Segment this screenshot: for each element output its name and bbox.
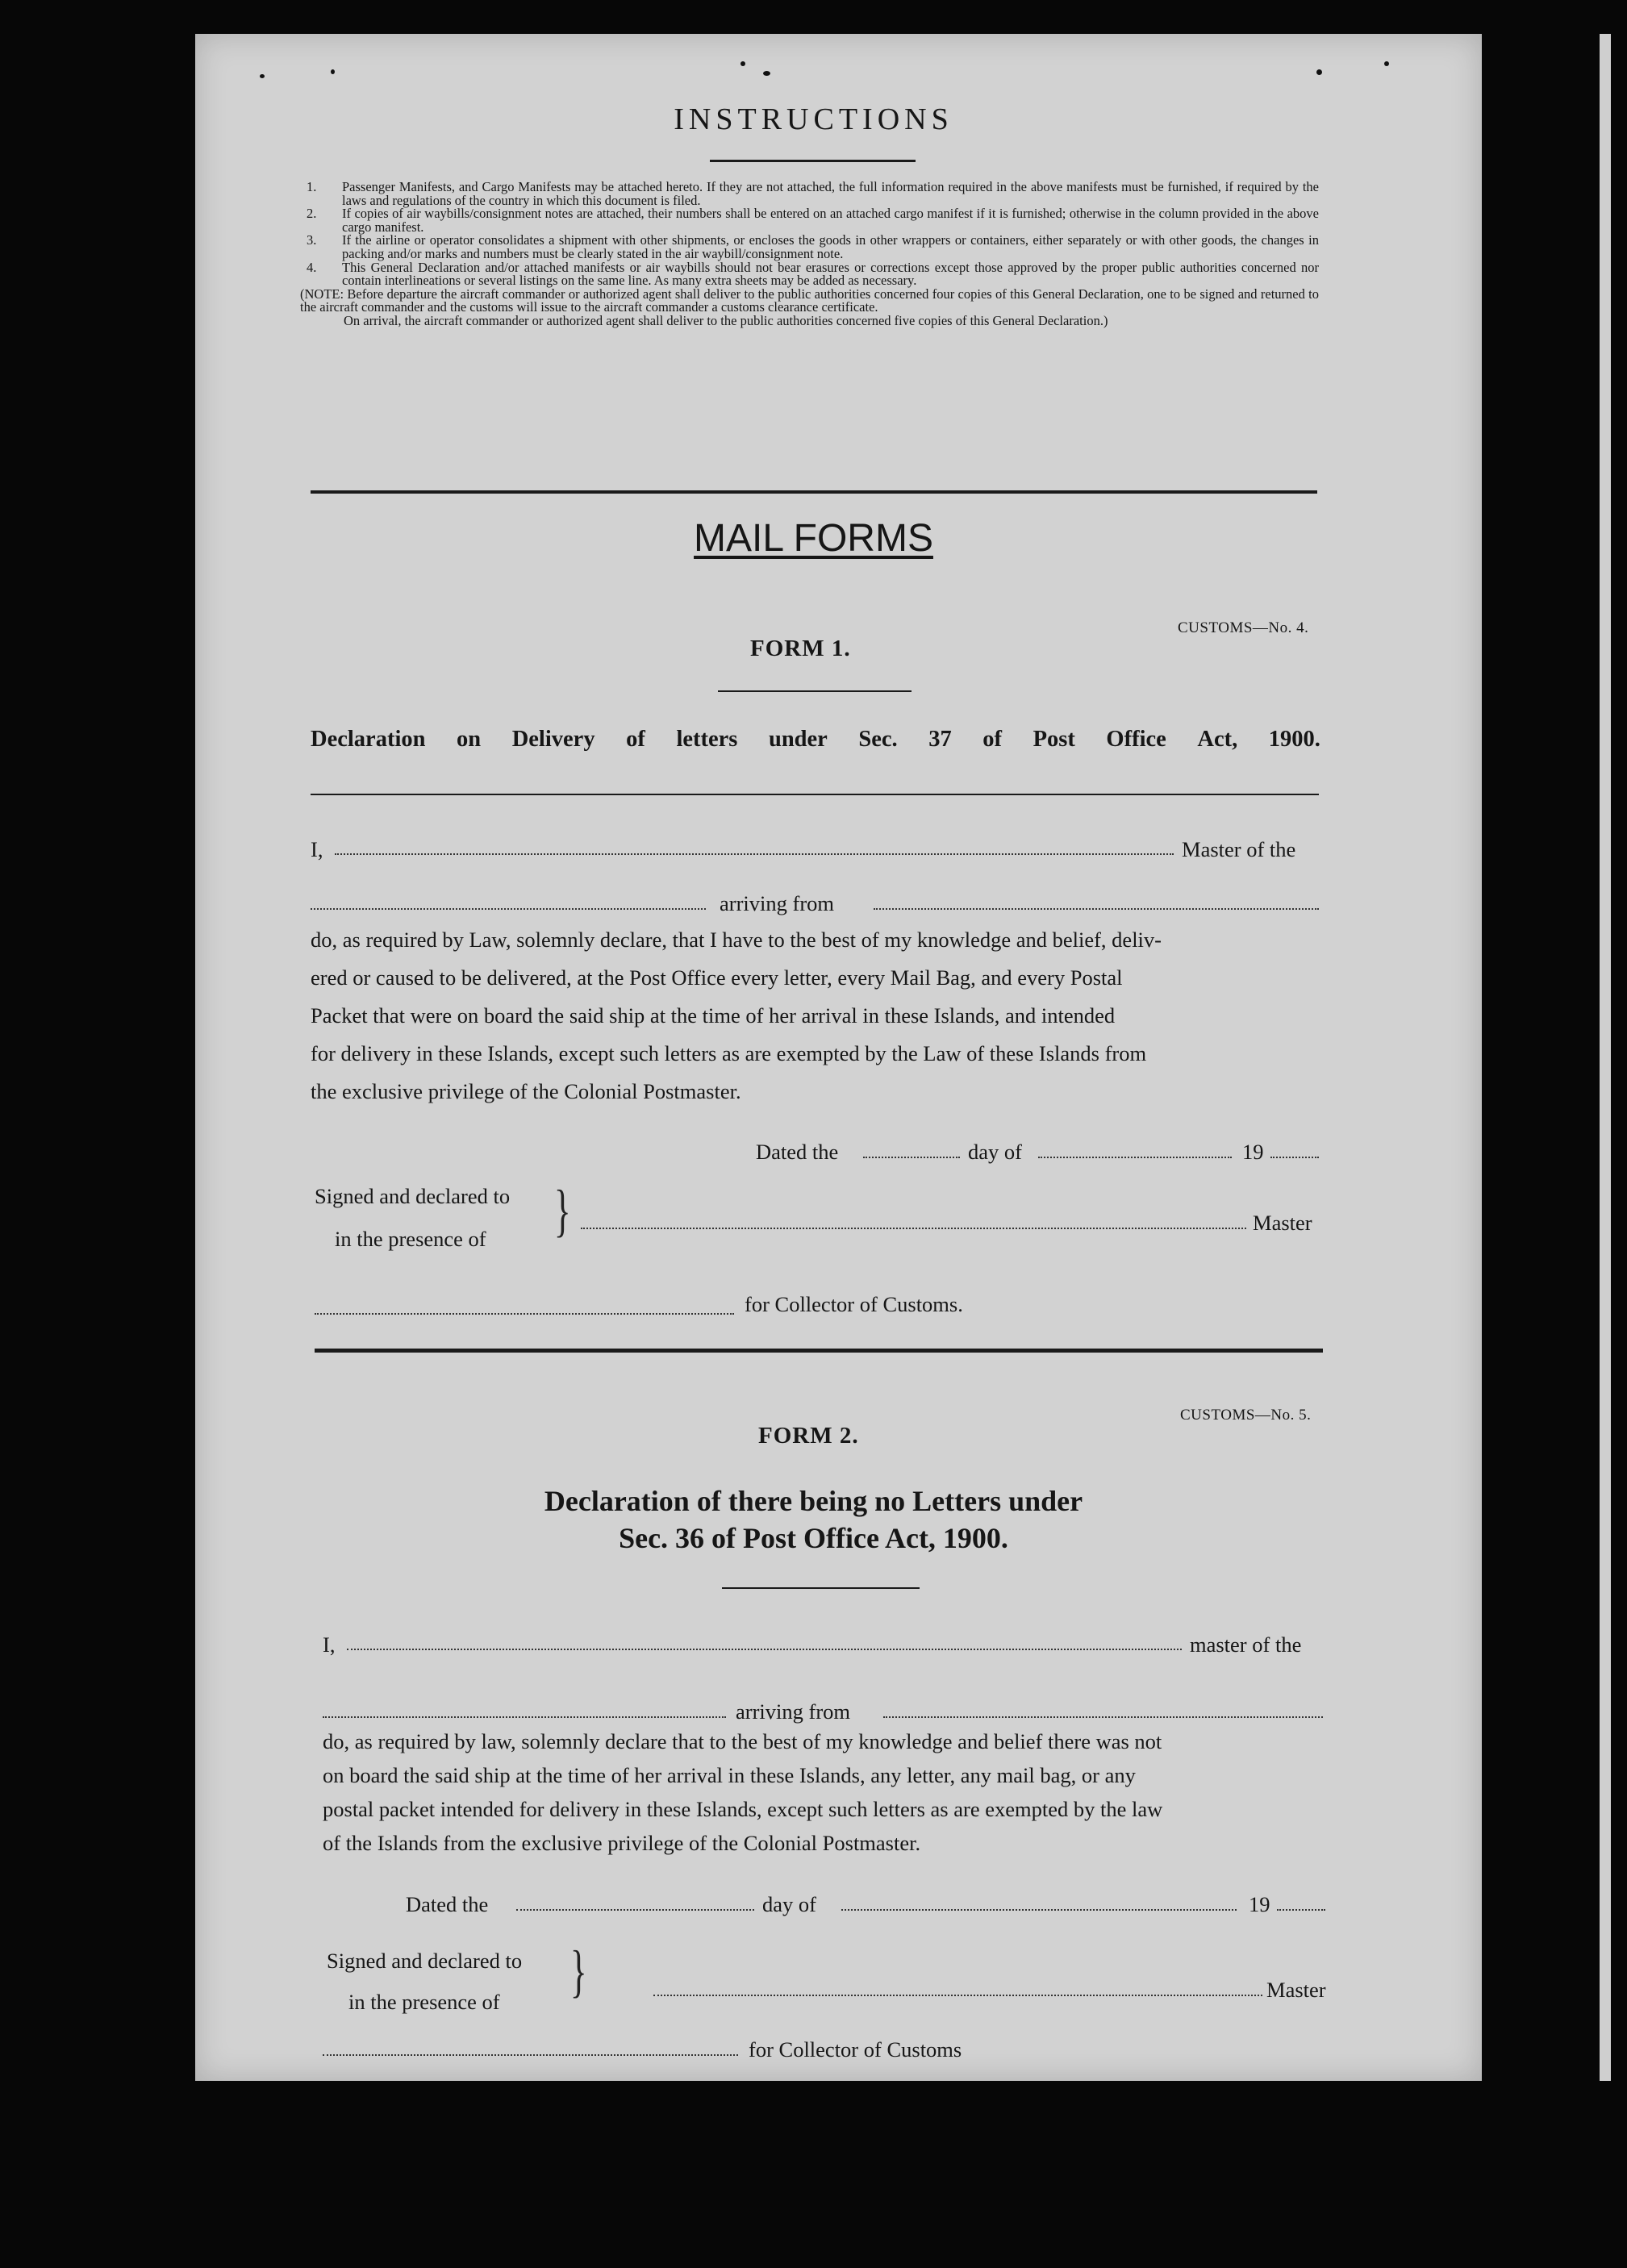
section-divider [311, 490, 1317, 494]
scan-speck [740, 61, 745, 66]
form1-for-collector: for Collector of Customs. [745, 1292, 963, 1316]
title-word: Act, [1197, 727, 1238, 752]
form2-name-field[interactable] [347, 1649, 1182, 1650]
form1-master-signature-field[interactable] [581, 1228, 1246, 1229]
instruction-number: 3. [307, 232, 317, 248]
form1-day-field[interactable] [863, 1157, 960, 1158]
form2-dated-the: Dated the [406, 1892, 489, 1916]
form2-for-collector: for Collector of Customs [749, 2037, 962, 2062]
form2-origin-field[interactable] [883, 1716, 1323, 1718]
form2-month-field[interactable] [841, 1909, 1237, 1911]
scan-speck [1316, 69, 1322, 75]
instruction-note: (NOTE: Before departure the aircraft commander or authorized agent shall deliver to the public authorities concerned four copies of this General Declaration, one to be signed and returned to the aircraft commander and the customs will issue to the aircraft commander a customs clearance certificate. [300, 286, 1319, 315]
form1-declaration-title [311, 727, 1320, 753]
instruction-item [307, 234, 1319, 261]
form2-body-line: postal packet intended for delivery in these Islands, except such letters as are exempted by the law [323, 1797, 1163, 1821]
brace-icon: } [553, 1178, 571, 1243]
form1-title-rule [311, 794, 1319, 795]
instruction-text: This General Declaration and/or attached manifests or air waybills should not bear erasures or corrections except those approved by the proper public authorities concerned nor contain interlineations or several listings on the same line. As many extra sheets may be added as necessary. [342, 259, 1319, 289]
instructions-title: INSTRUCTIONS [674, 102, 953, 136]
form2-body-line: of the Islands from the exclusive privilege of the Colonial Postmaster. [323, 1831, 921, 1855]
form2-title [0, 1482, 1627, 1557]
form1-customs-ref: CUSTOMS—No. 4. [1178, 619, 1309, 636]
form1-arriving-from: arriving from [720, 891, 835, 915]
form2-title-line: Declaration of there being no Letters under [544, 1485, 1083, 1517]
instruction-note-arrival: On arrival, the aircraft commander or authorized agent shall deliver to the public authorities concerned five copies of this General Declaration.) [344, 312, 1108, 328]
form2-title-rule [722, 1587, 920, 1589]
instruction-text: If the airline or operator consolidates a shipment with other shipments, or encloses the goods in other wrappers or containers, either separately or with other goods, the changes in packing and/or marks and numbers must be clearly stated in the air waybill/consignment note. [342, 232, 1319, 261]
instruction-number: 2. [307, 206, 317, 222]
form2-master-signature-field[interactable] [653, 1995, 1262, 1996]
form2-master-of-the: master of the [1190, 1632, 1302, 1657]
form1-master-of-the: Master of the [1182, 837, 1296, 861]
form1-year-prefix: 19 [1242, 1140, 1264, 1164]
form2-year-field[interactable] [1277, 1909, 1325, 1911]
section-divider [315, 1349, 1323, 1353]
scan-speck [763, 71, 770, 76]
form1-name-field[interactable] [335, 853, 1174, 855]
form1-body-line: for delivery in these Islands, except such letters as are exempted by the Law of these Islands from [311, 1041, 1147, 1065]
title-word: 1900. [1268, 727, 1320, 752]
title-word: Declaration [311, 727, 426, 752]
form1-label-rule [718, 690, 912, 692]
instruction-number: 1. [307, 179, 317, 194]
form1-dated-the: Dated the [756, 1140, 839, 1164]
instruction-number: 4. [307, 259, 317, 275]
brace-icon: } [569, 1939, 587, 2003]
form2-customs-ref: CUSTOMS—No. 5. [1180, 1407, 1312, 1424]
form2-signed-line1: Signed and declared to [327, 1949, 523, 1973]
form2-body-line: on board the said ship at the time of her arrival in these Islands, any letter, any mail bag, or any [323, 1763, 1136, 1787]
form1-body-line: do, as required by Law, solemnly declare, that I have to the best of my knowledge and belief, deliv- [311, 928, 1162, 952]
title-underline [710, 160, 916, 162]
form2-collector-signature-field[interactable] [323, 2054, 738, 2056]
title-word: of [982, 727, 1003, 752]
instruction-text: Passenger Manifests, and Cargo Manifests may be attached hereto. If they are not attached, the full information required in the above manifests must be furnished, if required by the laws and regulations of the country in which this document is filed. [342, 179, 1319, 208]
form2-arriving-from: arriving from [736, 1699, 851, 1724]
title-word: 37 [928, 727, 952, 752]
title-word: Office [1106, 727, 1166, 752]
scan-speck [1384, 61, 1389, 66]
form2-day-of: day of [762, 1892, 816, 1916]
scan-speck [331, 69, 335, 74]
form1-ship-field[interactable] [311, 908, 706, 910]
title-word: Post [1033, 727, 1075, 752]
form2-body [323, 1724, 1335, 1860]
form2-title-line: Sec. 36 of Post Office Act, 1900. [619, 1522, 1008, 1554]
form1-year-field[interactable] [1270, 1157, 1319, 1158]
title-word: Delivery [511, 727, 595, 752]
form2-body-line: do, as required by law, solemnly declare that to the best of my knowledge and belief there was not [323, 1729, 1162, 1753]
instruction-item [307, 207, 1319, 234]
form1-day-of: day of [968, 1140, 1022, 1164]
form1-body-line: ered or caused to be delivered, at the Post Office every letter, every Mail Bag, and every Postal [311, 965, 1123, 990]
form1-signed-line2: in the presence of [335, 1227, 486, 1251]
form1-month-field[interactable] [1038, 1157, 1232, 1158]
adjacent-page-edge [1600, 34, 1611, 2081]
instructions-list [300, 179, 1319, 328]
mail-forms-heading: MAIL FORMS [694, 517, 933, 560]
title-word: under [768, 727, 828, 752]
form1-label: FORM 1. [750, 636, 851, 661]
form1-signed-line1: Signed and declared to [315, 1184, 511, 1208]
form2-day-field[interactable] [516, 1909, 754, 1911]
title-word: Sec. [858, 727, 898, 752]
form1-body-line: Packet that were on board the said ship at the time of her arrival in these Islands, and intended [311, 1003, 1116, 1028]
form2-label: FORM 2. [758, 1423, 859, 1449]
form2-i-label: I, [323, 1632, 336, 1657]
instruction-text: If copies of air waybills/consignment notes are attached, their numbers shall be entered on an attached cargo manifest if it is furnished; otherwise in the column provided in the above cargo manifest. [342, 206, 1319, 235]
instruction-item [307, 261, 1319, 288]
form1-collector-signature-field[interactable] [315, 1313, 734, 1315]
form2-year-prefix: 19 [1249, 1892, 1270, 1916]
title-word: of [626, 727, 645, 752]
form1-origin-field[interactable] [874, 908, 1319, 910]
form1-body [311, 921, 1323, 1111]
form1-master-label: Master [1253, 1211, 1312, 1235]
title-word: on [457, 727, 482, 752]
form2-ship-field[interactable] [323, 1716, 726, 1718]
form1-i-label: I, [311, 837, 323, 861]
form2-master-label: Master [1266, 1978, 1326, 2002]
instruction-item [307, 181, 1319, 207]
form2-signed-line2: in the presence of [348, 1990, 500, 2014]
title-word: letters [676, 727, 738, 752]
form1-body-line: the exclusive privilege of the Colonial Postmaster. [311, 1079, 741, 1103]
scan-speck [260, 74, 265, 78]
